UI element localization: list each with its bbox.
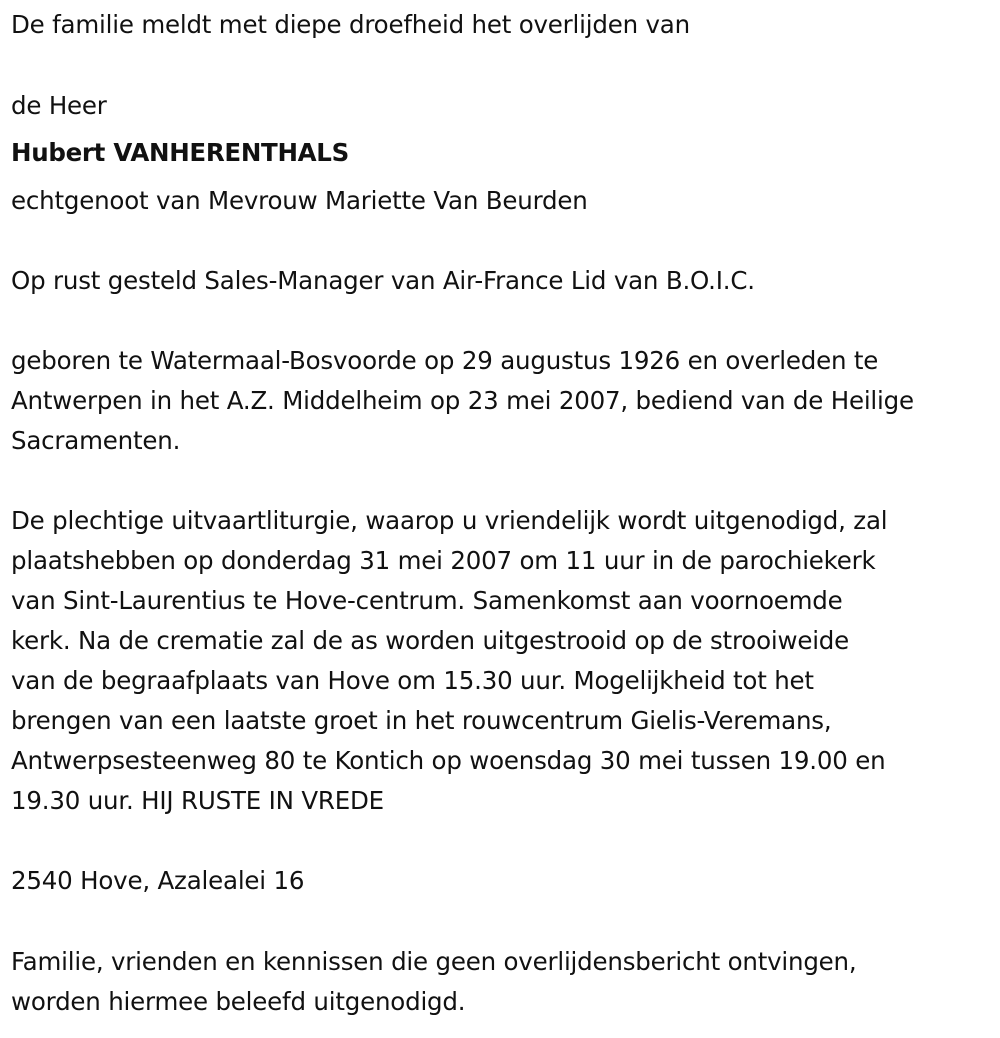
birth-death-line: geboren te Watermaal-Bosvoorde op 29 augustus 1926 en overleden te: [11, 346, 879, 375]
ceremony-line: van Sint-Laurentius te Hove-centrum. Samenkomst aan voornoemde: [11, 586, 843, 615]
closing-line: Familie, vrienden en kennissen die geen overlijdensbericht ontvingen,: [11, 947, 857, 976]
ceremony-line: kerk. Na de crematie zal de as worden uitgestrooid op de strooiweide: [11, 626, 850, 655]
birth-death-line: Antwerpen in het A.Z. Middelheim op 23 mei 2007, bediend van de Heilige: [11, 386, 914, 415]
honorific: de Heer: [11, 91, 107, 120]
closing-line: worden hiermee beleefd uitgenodigd.: [11, 987, 466, 1016]
ceremony-line: Antwerpsesteenweg 80 te Kontich op woensdag 30 mei tussen 19.00 en: [11, 746, 886, 775]
intro-line: De familie meldt met diepe droefheid het overlijden van: [11, 10, 690, 39]
ceremony-line: 19.30 uur. HIJ RUSTE IN VREDE: [11, 786, 384, 815]
ceremony-line: van de begraafplaats van Hove om 15.30 uur. Mogelijkheid tot het: [11, 666, 814, 695]
deceased-name: Hubert VANHERENTHALS: [11, 138, 349, 167]
ceremony-line: brengen van een laatste groet in het rouwcentrum Gielis-Veremans,: [11, 706, 832, 735]
occupation-line: Op rust gesteld Sales-Manager van Air-France Lid van B.O.I.C.: [11, 266, 755, 295]
address-line: 2540 Hove, Azalealei 16: [11, 866, 305, 895]
birth-death-line: Sacramenten.: [11, 426, 181, 455]
ceremony-line: plaatshebben op donderdag 31 mei 2007 om 11 uur in de parochiekerk: [11, 546, 876, 575]
ceremony-line: De plechtige uitvaartliturgie, waarop u vriendelijk wordt uitgenodigd, zal: [11, 506, 888, 535]
spouse-line: echtgenoot van Mevrouw Mariette Van Beurden: [11, 186, 588, 215]
